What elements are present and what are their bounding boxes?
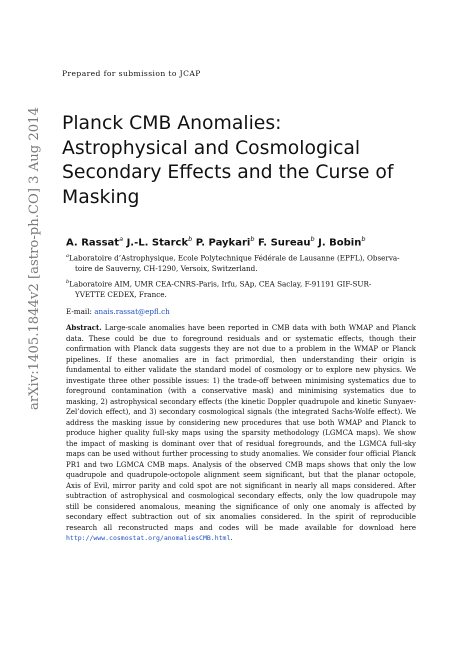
author-name: J.-L. Starck	[126, 237, 189, 249]
title-line: Secondary Effects and the Curse of	[62, 162, 394, 183]
abstract-text: Large-scale anomalies have been reported in CMB data with both WMAP and Planck data. These could be due to foreground residuals and or systematic effects, though their confirmation with Planck data suggests they are not due to a problem in the WMAP or Planck pipelines. If these anomalies are in fact primordial, then understanding their origin is fundamental to either validate the standard model of cosmology or to explore new physics. We investigate three other possible issues: 1) the trade-off between minimising systematics due to foreground contamination (with a conservative mask) and minimising systematics due to masking, 2) astrophysical secondary effects (the kinetic Doppler quadrupole and kinetic Sunyaev-Zel’dovich effect), and 3) secondary cosmological signals (the integrated Sachs-Wolfe effect). We address the masking issue by considering new procedures that use both WMAP and Planck to produce higher quality full-sky maps using the sparsity methodology (LGMCA maps). We show the impact of masking is dominant over that of residual foregrounds, and the LGMCA full-sky maps can be used without further processing to study anomalies. We consider four official Planck PR1 and two LGMCA CMB maps. Analysis of the observed CMB maps shows that only the low quadrupole and quadrupole-octopole alignment seem significant, but that the planar octopole, Axis of Evil, mirror parity and cold spot are not significant in nearly all maps considered. After subtraction of astrophysical and cosmological secondary effects, only the low quadrupole may still be considered anomalous, meaning the significance of only one anomaly is affected by secondary effect subtraction out of six anomalies considered. In the spirit of reproducible research all reconstructed maps and codes will be made available for download here	[66, 324, 416, 532]
affiliation-text: Laboratoire AIM, UMR CEA-CNRS-Paris, Irfu, SAp, CEA Saclay, F-91191 GIF-SUR-	[69, 279, 372, 289]
arxiv-identifier: arXiv:1405.1844v2 [astro-ph.CO] 3 Aug 2014	[27, 107, 42, 410]
contact-email	[66, 307, 170, 316]
affiliation-text: Laboratoire d’Astrophysique, Ecole Polytechnique Fédérale de Lausanne (EPFL), Observa-	[68, 253, 400, 263]
author-name: P. Paykari	[195, 237, 251, 249]
author-affiliation-mark: b	[250, 235, 255, 243]
affiliation-text: YVETTE CEDEX, France.	[75, 289, 167, 299]
affiliation-text: toire de Sauverny, CH-1290, Versoix, Switzerland.	[75, 263, 258, 273]
paper-title	[62, 112, 432, 210]
download-link[interactable]: http://www.cosmostat.org/anomaliesCMB.html	[66, 534, 231, 542]
abstract	[66, 323, 416, 544]
abstract-end: .	[230, 534, 233, 542]
preparation-note: Prepared for submission to JCAP	[62, 69, 201, 78]
title-line: Masking	[62, 186, 140, 208]
title-line: Planck CMB Anomalies:	[62, 113, 282, 134]
email-label: E-mail:	[66, 307, 92, 316]
email-link[interactable]: anais.rassat@epfl.ch	[94, 307, 170, 316]
affiliation-mark: a	[66, 253, 69, 259]
abstract-label: Abstract.	[66, 323, 102, 332]
author-affiliation-mark: a	[119, 235, 124, 243]
affiliation	[66, 251, 426, 274]
affiliation	[66, 277, 426, 300]
author-affiliation-mark: b	[188, 235, 193, 243]
author-list	[66, 235, 365, 248]
affiliation-mark: b	[66, 279, 70, 285]
author-affiliation-mark: b	[361, 235, 366, 243]
author-name: A. Rassat	[66, 237, 120, 249]
author-name: J. Bobin	[318, 237, 362, 249]
author-name: F. Sureau	[257, 237, 311, 249]
title-line: Astrophysical and Cosmological	[62, 137, 361, 159]
author-affiliation-mark: b	[310, 235, 315, 243]
